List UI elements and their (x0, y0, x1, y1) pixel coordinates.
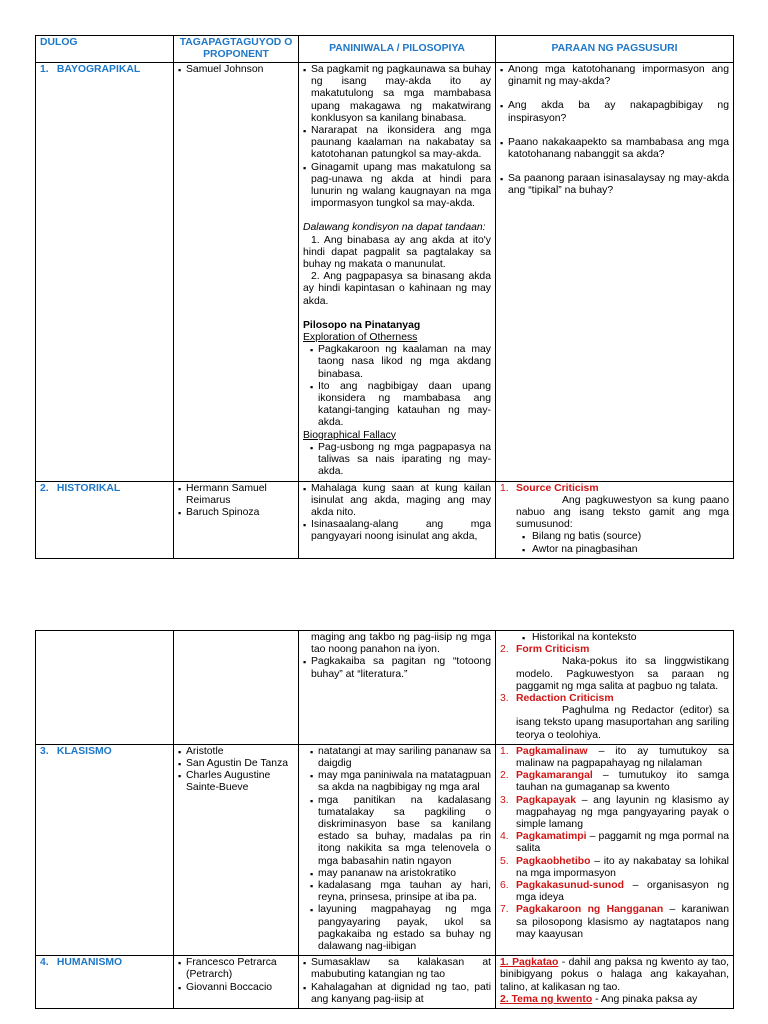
condition-item: 2. Ang pagpapasya sa binasang akda ay hindi kapintasan o kahinaan ng may akda. (303, 271, 491, 307)
proponent-item: ▪ Baruch Spinoza (178, 507, 294, 519)
dulog-number: 2. (40, 482, 49, 494)
dulog-cell (36, 744, 174, 955)
dulog-number: 3. (40, 745, 49, 757)
proponent-cell (174, 956, 299, 1009)
method-title: Pagkaobhetibo (516, 855, 591, 867)
method-number: 6. (500, 880, 509, 892)
belief-item: ▪ natatangi at may sariling pananaw sa daigdig (303, 746, 491, 770)
method-desc: Paghulma ng Redactor (editor) sa isang teksto upang masuportahan ang sariling teorya o teolohiya. (516, 705, 729, 741)
methods-cell (496, 631, 734, 745)
header-paniniwala: PANINIWALA / PILOSOPIYA (299, 36, 496, 63)
method-title: Pagkamatimpi (516, 831, 587, 843)
method-list-item: ▪ Historikal na konteksto (522, 632, 729, 644)
philosopher-title: Pilosopo na Pinatanyag (303, 319, 421, 331)
fallacy-item: ▪ Pag-usbong ng mga pagpapasya na taliwas sa nais iparating ng may-akda. (303, 442, 491, 479)
methods-cell (496, 956, 734, 1009)
dulog-cell (36, 956, 174, 1009)
methods-cell (496, 744, 734, 955)
method-list-item: ▪ Awtor na pinagbasihan (522, 544, 729, 556)
methods-cell (496, 63, 734, 482)
belief-item: ▪ Pagkakaiba sa pagitan ng “totoong buhay” at “literatura.” (303, 656, 491, 680)
beliefs-cell (299, 956, 496, 1009)
belief-item: ▪ Sa pagkamit ng pagkaunawa sa buhay ng isang may-akda ito ay makatutulong sa mga mambabasa upang makagawa ng makatwirang konklusyon sa kanilang binabasa. (303, 64, 491, 125)
proponent-item: ▪ Samuel Johnson (178, 64, 294, 76)
method-number: 2. (500, 770, 509, 782)
exploration-title: Exploration of Otherness (303, 332, 418, 344)
method-number: 2. (500, 644, 509, 656)
methods-cell (496, 481, 734, 558)
humanismo-method-2 (500, 994, 729, 1006)
belief-item: ▪ Mahalaga kung saan at kung kailan isinulat ang akda, maging ang may akda nito. (303, 483, 491, 520)
dulog-number: 1. (40, 64, 49, 75)
dulog-cell (36, 481, 174, 558)
header-proponent: TAGAPAGTAGUYOD O PROPONENT (174, 36, 299, 63)
belief-item: ▪ Sumasaklaw sa kalakasan at mabubuting katangian ng tao (303, 957, 491, 981)
belief-continued: maging ang takbo ng pag-iisip ng mga tao noong panahon na iyon. (311, 632, 491, 656)
belief-item: ▪ Nararapat na ikonsidera ang mga paunang kaalaman na nakabatay sa katotohanan patungkol sa may-akda. (303, 125, 491, 162)
method-number: 4. (500, 831, 509, 843)
proponent-cell (174, 744, 299, 955)
proponent-cell (174, 481, 299, 558)
method-number: 1. (500, 745, 509, 757)
table-row-historikal (36, 481, 734, 558)
method-desc: – karaniwan sa pilosopong klasismo ay nagtatapos nang may kaayusan (516, 904, 729, 940)
question-item: ▪ Anong mga katotohanang impormasyon ang ginamit ng may-akda? (500, 64, 729, 88)
klasismo-method-item (500, 880, 729, 904)
klasismo-methods-list (500, 746, 729, 941)
header-pagsusuri: PARAAN NG PAGSUSURI (496, 36, 734, 63)
method-number: 7. (500, 904, 509, 916)
method-desc: - dahil ang paksa ng kwento ay tao, binibigyang pokus o halaga ang kakayahan, talino, at kalikasan ng tao. (500, 957, 729, 993)
proponent-cell (174, 63, 299, 482)
question-item: ▪ Sa paanong paraan isinasalaysay ng may-akda ang “tipikal” na buhay? (500, 173, 729, 197)
proponent-cell (174, 631, 299, 745)
proponent-item: ▪ Giovanni Boccacio (178, 982, 294, 994)
klasismo-method-item (500, 770, 729, 794)
method-title: Pagkakaroon ng Hangganan (516, 904, 664, 916)
method-number: 3. (500, 794, 509, 806)
dulog-name: HISTORIKAL (56, 482, 121, 494)
belief-item: ▪ Kahalagahan at dignidad ng tao, pati ang kanyang pag-iisip at (303, 982, 491, 1006)
method-number: 3. (500, 693, 509, 705)
proponent-item: ▪ Aristotle (178, 746, 294, 758)
method-desc: Naka-pokus ito sa linggwistikang modelo. Pagkuwestyon sa paraan ng paggamit ng mga salita at pagbuo ng talata. (516, 656, 729, 692)
method-title: Pagkakasunud-sunod (516, 880, 624, 892)
method-title: Source Criticism (516, 482, 599, 494)
method-title: Redaction Criticism (516, 693, 614, 705)
klasismo-method-item (500, 746, 729, 770)
method-desc: Ang pagkuwestyon sa kung paano nabuo ang isang teksto gamit ang mga sumusunod: (516, 494, 729, 531)
method-desc: – ang layunin ng klasismo ay magpahayag ng mga pangyayaring payak o simple lamang (516, 794, 729, 831)
beliefs-cell (299, 63, 496, 482)
header-row (36, 36, 734, 63)
klasismo-method-item (500, 856, 729, 880)
table-row-bayograpikal (36, 63, 734, 482)
method-title: Pagkapayak (516, 794, 577, 806)
method-desc: – tumutukoy ito samga tauhan na gumaganap sa kwento (516, 770, 729, 794)
proponent-item: ▪ Charles Augustine Sainte-Bueve (178, 770, 294, 794)
klasismo-method-item (500, 904, 729, 941)
method-desc: – paggamit ng mga pormal na salita (516, 831, 729, 855)
klasismo-method-item (500, 831, 729, 855)
method-title: Form Criticism (516, 644, 590, 656)
method-title: 2. Tema ng kwento (500, 993, 593, 1005)
method-desc: – ito ay nakabatay sa lohikal na mga impormasyon (516, 855, 729, 879)
belief-item: ▪ mga panitikan na kadalasang tumatalakay sa pagkiling o diskriminasyon base sa kanilang estado sa buhay, madalas pa rin itong nakikita sa mga telenovela o mga babasahin natin ngayon (303, 795, 491, 868)
dulog-name: BAYOGRAPIKAL (56, 64, 141, 75)
literary-approaches-table-continued (35, 630, 734, 1009)
literary-approaches-table (35, 35, 734, 559)
question-item: ▪ Ang akda ba ay nakapagbibigay ng inspirasyon? (500, 100, 729, 124)
proponent-item: ▪ San Agustin De Tanza (178, 758, 294, 770)
fallacy-title: Biographical Fallacy (303, 429, 396, 441)
klasismo-method-item (500, 795, 729, 832)
belief-item: ▪ Ginagamit upang mas makatulong sa pag-unawa ng akda at hindi para lunurin ng walang kaugnayan na mga impormasyon tungkol sa may-akda. (303, 162, 491, 211)
proponent-item: ▪ Hermann Samuel Reimarus (178, 483, 294, 507)
table-row-humanismo (36, 956, 734, 1009)
dulog-number: 4. (40, 957, 49, 969)
table-row-klasismo (36, 744, 734, 955)
dulog-cell (36, 631, 174, 745)
method-desc: - Ang pinaka paksa ay (592, 993, 698, 1005)
method-desc: – ito ay tumutukoy sa malinaw na pagpapahayag ng nilalaman (516, 745, 729, 770)
belief-item: ▪ layuning magpahayag ng mga pangyayaring payak, ukol sa pagkakaiba ng estado sa buhay ng dalawang nag-iibigan (303, 904, 491, 953)
beliefs-cell (299, 744, 496, 955)
method-desc: – organisasyon ng mga ideya (516, 880, 729, 904)
belief-item: ▪ may pananaw na aristokratiko (303, 868, 491, 880)
dulog-cell (36, 63, 174, 482)
dulog-name: KLASISMO (56, 745, 112, 757)
page-gap (0, 560, 768, 568)
belief-item: ▪ kadalasang mga tauhan ay hari, reyna, prinsesa, prinsipe at iba pa. (303, 880, 491, 904)
table-row-historikal-cont (36, 631, 734, 745)
method-title: 1. Pagkatao (500, 957, 559, 969)
method-title: Pagkamarangal (516, 770, 593, 782)
condition-item: 1. Ang binabasa ay ang akda at ito'y hindi dapat pagpalit sa pagtalakay sa buhay ng makata o manunulat. (303, 234, 491, 271)
header-dulog: DULOG (36, 36, 174, 63)
question-item: ▪ Paano nakakaapekto sa mambabasa ang mga katotohanang nabanggit sa akda? (500, 137, 729, 161)
beliefs-cell (299, 631, 496, 745)
conditions-title: Dalawang kondisyon na dapat tandaan: (303, 222, 486, 234)
exploration-item: ▪ Pagkakaroon ng kaalaman na may taong nasa likod ng mga akdang binabasa. (303, 344, 491, 381)
proponent-item: ▪ Francesco Petrarca (Petrarch) (178, 957, 294, 981)
belief-item: ▪ may mga paniniwala na matatagpuan sa akda na nagbibigay ng mga aral (303, 770, 491, 794)
method-number: 1. (500, 482, 509, 494)
method-title: Pagkamalinaw (516, 745, 588, 757)
document-page-2 (0, 568, 768, 1024)
beliefs-cell (299, 481, 496, 558)
belief-item: ▪ Isinasaalang-alang ang mga pangyayari noong isinulat ang akda, (303, 519, 491, 543)
humanismo-method-1 (500, 957, 729, 994)
method-list-item: ▪ Bilang ng batis (source) (522, 531, 729, 543)
method-number: 5. (500, 855, 509, 867)
exploration-item: ▪ Ito ang nagbibigay daan upang ikonsidera ng mambabasa ang katangi-tanging katauhan ng may-akda. (303, 381, 491, 430)
dulog-name: HUMANISMO (56, 957, 123, 969)
